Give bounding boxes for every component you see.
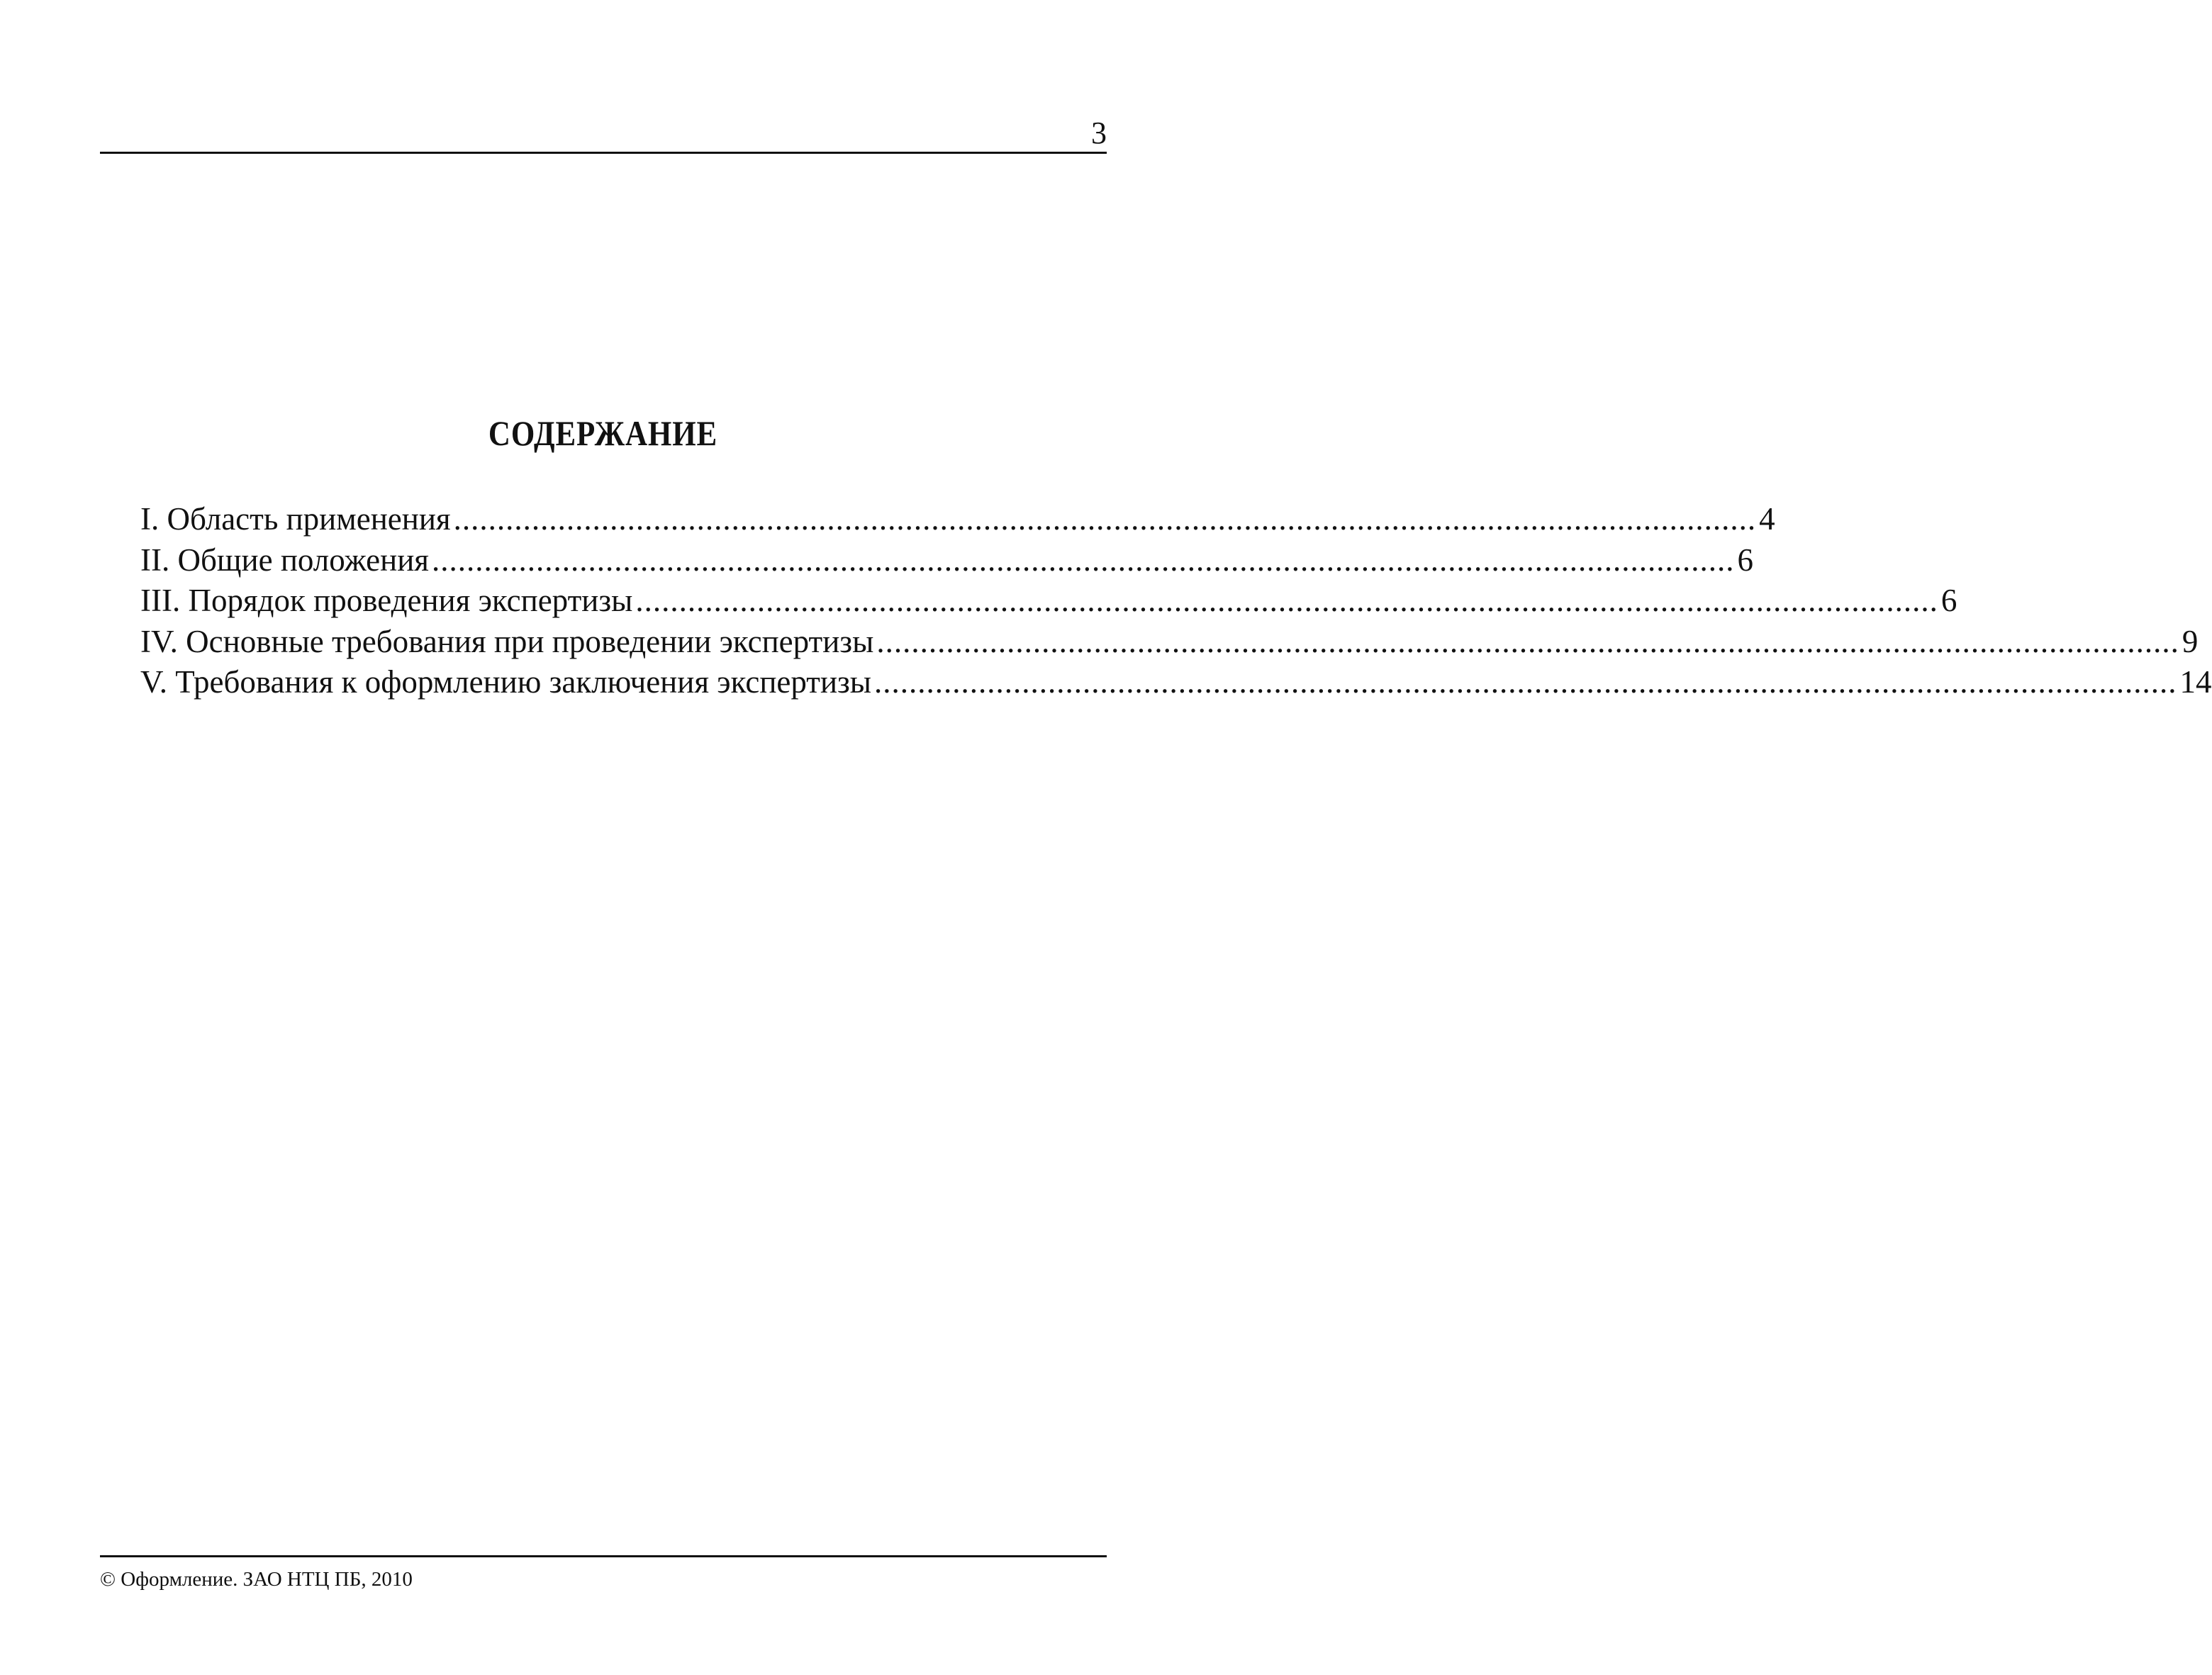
toc-item-1[interactable] xyxy=(140,499,1775,540)
toc-item-label: II. Общие положения xyxy=(140,542,429,578)
toc-item-page: 9 xyxy=(2182,623,2199,659)
page-number: 3 xyxy=(1091,116,1107,150)
toc-item-page: 4 xyxy=(1759,501,1775,537)
toc-item-label: III. Порядок проведения экспертизы xyxy=(140,583,633,618)
toc-item-3[interactable] xyxy=(140,581,1957,622)
footer-copyright: © Оформление. ЗАО НТЦ ПБ, 2010 xyxy=(100,1568,413,1591)
toc-item-5[interactable] xyxy=(140,662,2212,703)
toc-dot-leader: ...................................................................................................................................................... xyxy=(876,623,2179,659)
toc-item-page: 6 xyxy=(1737,542,1753,578)
toc-item-2[interactable] xyxy=(140,540,1753,581)
toc-item-label: IV. Основные требования при проведении экспертизы xyxy=(140,623,874,659)
toc-dot-leader: ...................................................................................................................................................... xyxy=(635,583,1938,618)
toc-dot-leader: ...................................................................................................................................................... xyxy=(453,501,1757,537)
table-of-contents xyxy=(140,499,2212,703)
toc-dot-leader: ...................................................................................................................................................... xyxy=(874,664,2177,700)
toc-item-4[interactable] xyxy=(140,622,2199,663)
toc-dot-leader: ...................................................................................................................................................... xyxy=(431,542,1735,578)
header-rule xyxy=(100,152,1107,154)
toc-item-page: 6 xyxy=(1940,583,1957,618)
footer-rule xyxy=(100,1555,1107,1557)
toc-title: СОДЕРЖАНИЕ xyxy=(488,413,718,453)
toc-item-label: I. Область применения xyxy=(140,501,451,537)
toc-item-page: 14 xyxy=(2179,664,2212,700)
toc-item-label: V. Требования к оформлению заключения экспертизы xyxy=(140,664,872,700)
